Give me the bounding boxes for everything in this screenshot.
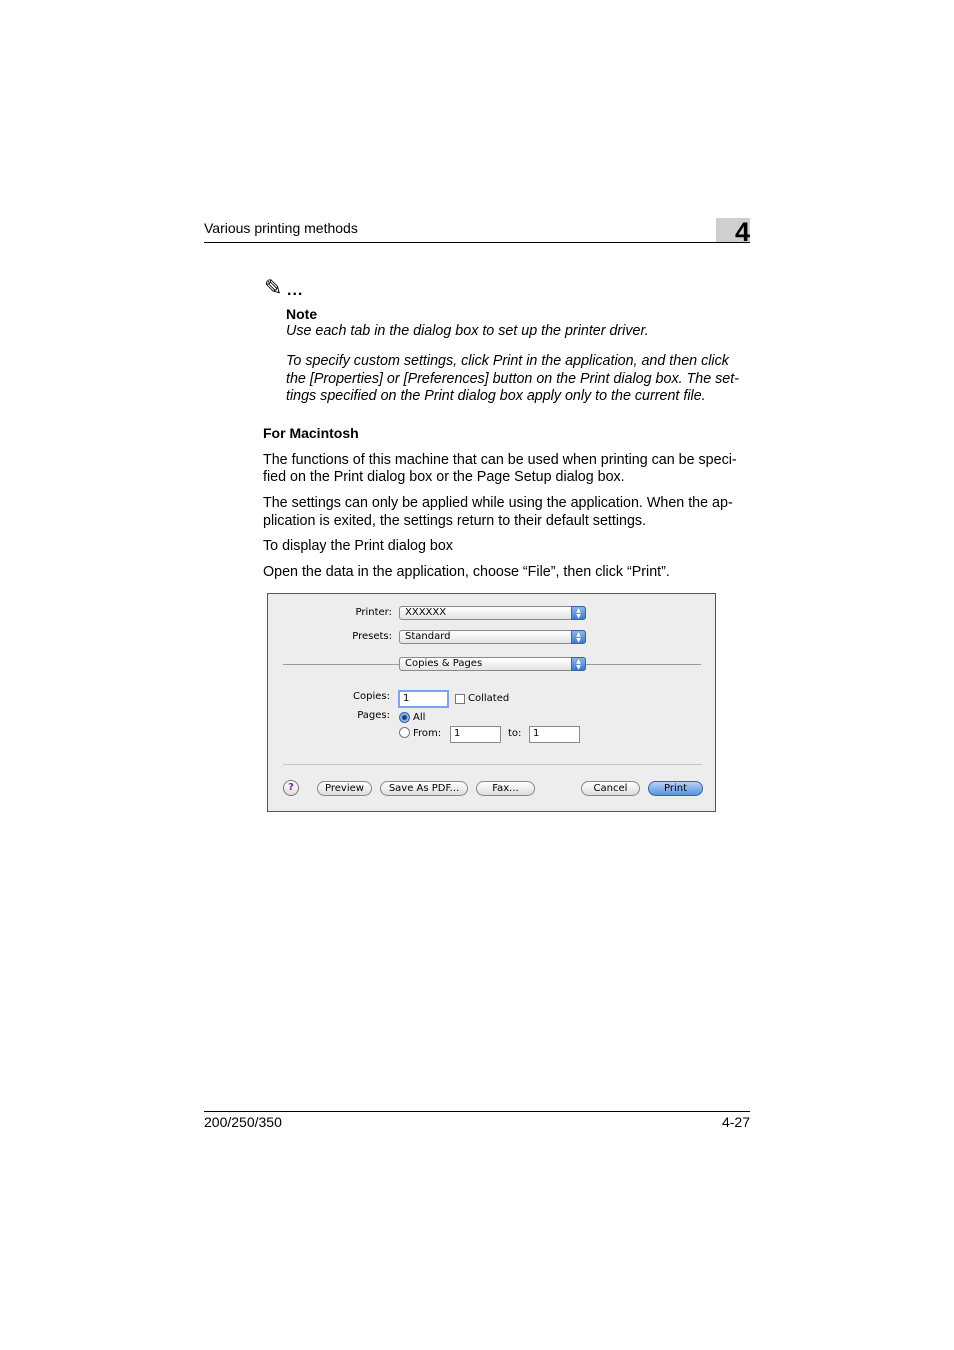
pages-label: Pages: xyxy=(357,710,390,721)
to-field[interactable]: 1 xyxy=(529,726,580,743)
print-button[interactable]: Print xyxy=(648,781,703,796)
note-line-4: tings specified on the Print dialog box apply only to the current file. xyxy=(286,388,706,404)
copies-label: Copies: xyxy=(353,691,390,702)
note-dots: ... xyxy=(287,282,304,299)
popup-arrows-icon: ▲ ▼ xyxy=(571,606,586,620)
presets-label: Presets: xyxy=(352,631,392,642)
to-label: to: xyxy=(508,728,522,739)
note-line-3: the [Properties] or [Preferences] button on the Print dialog box. The set- xyxy=(286,371,739,387)
copies-field[interactable]: 1 xyxy=(398,690,449,708)
footer-page-number: 4-27 xyxy=(721,1114,750,1130)
paragraph-line: The settings can only be applied while using the application. When the ap- xyxy=(263,495,733,511)
paragraph-line: fied on the Print dialog box or the Page Setup dialog box. xyxy=(263,469,625,485)
printer-popup[interactable] xyxy=(399,606,586,620)
footer-rule xyxy=(204,1111,750,1112)
presets-popup[interactable] xyxy=(399,630,586,644)
cancel-button[interactable]: Cancel xyxy=(581,781,640,796)
section-heading: For Macintosh xyxy=(263,425,359,441)
save-as-pdf-button[interactable]: Save As PDF... xyxy=(380,781,468,796)
paragraph-line: Open the data in the application, choose “File”, then click “Print”. xyxy=(263,564,670,580)
running-header-title: Various printing methods xyxy=(204,220,358,236)
note-line-2: To specify custom settings, click Print in the application, and then click xyxy=(286,353,729,369)
collated-checkbox[interactable] xyxy=(455,694,465,704)
paragraph-line: plication is exited, the settings return to their default settings. xyxy=(263,513,647,529)
pages-from-radio[interactable] xyxy=(399,727,410,738)
collated-label: Collated xyxy=(468,693,510,704)
printer-label: Printer: xyxy=(355,607,392,618)
paragraph-line: To display the Print dialog box xyxy=(263,538,453,554)
printer-value: XXXXXX xyxy=(405,607,447,618)
bottom-separator xyxy=(283,764,702,765)
note-line-1: Use each tab in the dialog box to set up the printer driver. xyxy=(286,323,649,339)
panel-value: Copies & Pages xyxy=(405,658,483,669)
popup-arrows-icon: ▲ ▼ xyxy=(571,657,586,671)
fax-button[interactable]: Fax... xyxy=(476,781,535,796)
pencil-note-icon: ✎ xyxy=(264,275,283,300)
paragraph-line: The functions of this machine that can be used when printing can be speci- xyxy=(263,452,737,468)
note-label: Note xyxy=(286,306,318,322)
print-dialog xyxy=(267,593,716,812)
separator-left xyxy=(283,664,400,665)
help-icon[interactable]: ? xyxy=(283,780,299,796)
chapter-number: 4 xyxy=(734,217,750,247)
popup-arrows-icon: ▲ ▼ xyxy=(571,630,586,644)
pages-all-label: All xyxy=(413,712,426,723)
panel-popup[interactable] xyxy=(399,657,586,671)
separator-right xyxy=(586,664,701,665)
from-label: From: xyxy=(413,728,442,739)
pages-all-radio[interactable] xyxy=(399,712,410,723)
header-rule xyxy=(204,242,750,243)
from-field[interactable]: 1 xyxy=(450,726,501,743)
presets-value: Standard xyxy=(405,631,451,642)
footer-model: 200/250/350 xyxy=(204,1114,282,1130)
preview-button[interactable]: Preview xyxy=(317,781,372,796)
